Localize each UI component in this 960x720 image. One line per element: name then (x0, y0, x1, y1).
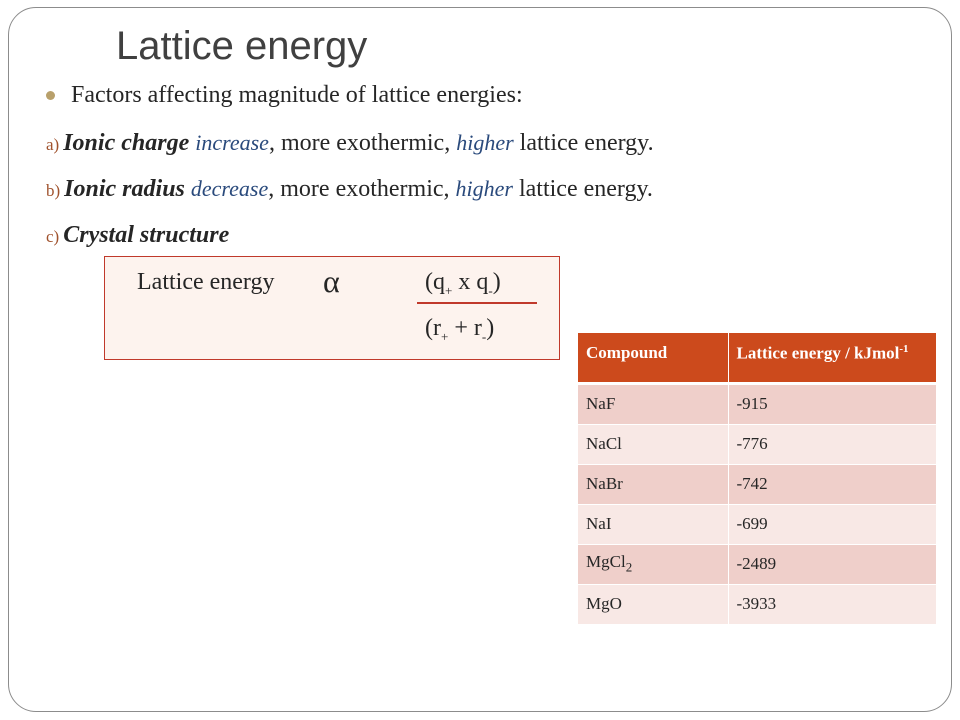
compound-cell: MgCl$_2$ (578, 544, 728, 584)
header-lattice-energy: Lattice energy / kJmol$^{-1}$ (728, 333, 936, 383)
table-row (578, 584, 936, 624)
compound-cell: MgO (578, 584, 728, 624)
table-row (578, 464, 936, 504)
compound-cell: NaCl (578, 424, 728, 464)
factor-b (46, 176, 653, 203)
factor-b-mid: , more exothermic, (268, 176, 456, 202)
compound-cell: NaI (578, 504, 728, 544)
factor-c-title: Crystal structure (63, 222, 230, 248)
proportional-symbol: α (323, 263, 340, 299)
value-cell: -2489 (728, 544, 936, 584)
formula-numerator: ($q_+$ x $q_-$) (425, 269, 501, 298)
formula-label: Lattice energy (137, 269, 275, 295)
factor-c (46, 222, 229, 249)
fraction-bar (417, 302, 537, 304)
value-cell: -3933 (728, 584, 936, 624)
formula-box (104, 256, 560, 360)
bullet-text: Factors affecting magnitude of lattice energies: (71, 82, 523, 108)
formula-denominator: $(r_+ + r_-)$ (425, 315, 495, 344)
factor-c-letter: c) (46, 227, 60, 246)
slide-title: Lattice energy (116, 24, 368, 68)
bullet-item (46, 82, 523, 109)
table-row (578, 424, 936, 464)
compound-cell: NaBr (578, 464, 728, 504)
value-cell: -742 (728, 464, 936, 504)
table-header-row (578, 333, 936, 383)
factor-a-effect: higher (456, 130, 514, 155)
value-cell: -915 (728, 383, 936, 424)
factor-b-effect: higher (455, 176, 513, 201)
bullet-dot-icon (46, 91, 55, 100)
table-row (578, 383, 936, 424)
factor-a-end: lattice energy. (513, 130, 654, 156)
table-row (578, 504, 936, 544)
lattice-energy-table (578, 333, 936, 624)
factor-b-letter: b) (46, 181, 61, 200)
factor-a (46, 130, 654, 157)
factor-b-end: lattice energy. (512, 176, 653, 202)
value-cell: -699 (728, 504, 936, 544)
factor-a-letter: a) (46, 135, 60, 154)
header-compound: Compound (578, 333, 728, 383)
compound-cell: NaF (578, 383, 728, 424)
factor-b-title: Ionic radius (64, 176, 185, 202)
value-cell: -776 (728, 424, 936, 464)
factor-a-trend: increase (195, 130, 269, 155)
factor-a-title: Ionic charge (63, 130, 190, 156)
factor-b-trend: decrease (190, 176, 269, 201)
factor-a-mid: , more exothermic, (268, 130, 457, 156)
table-row (578, 544, 936, 584)
